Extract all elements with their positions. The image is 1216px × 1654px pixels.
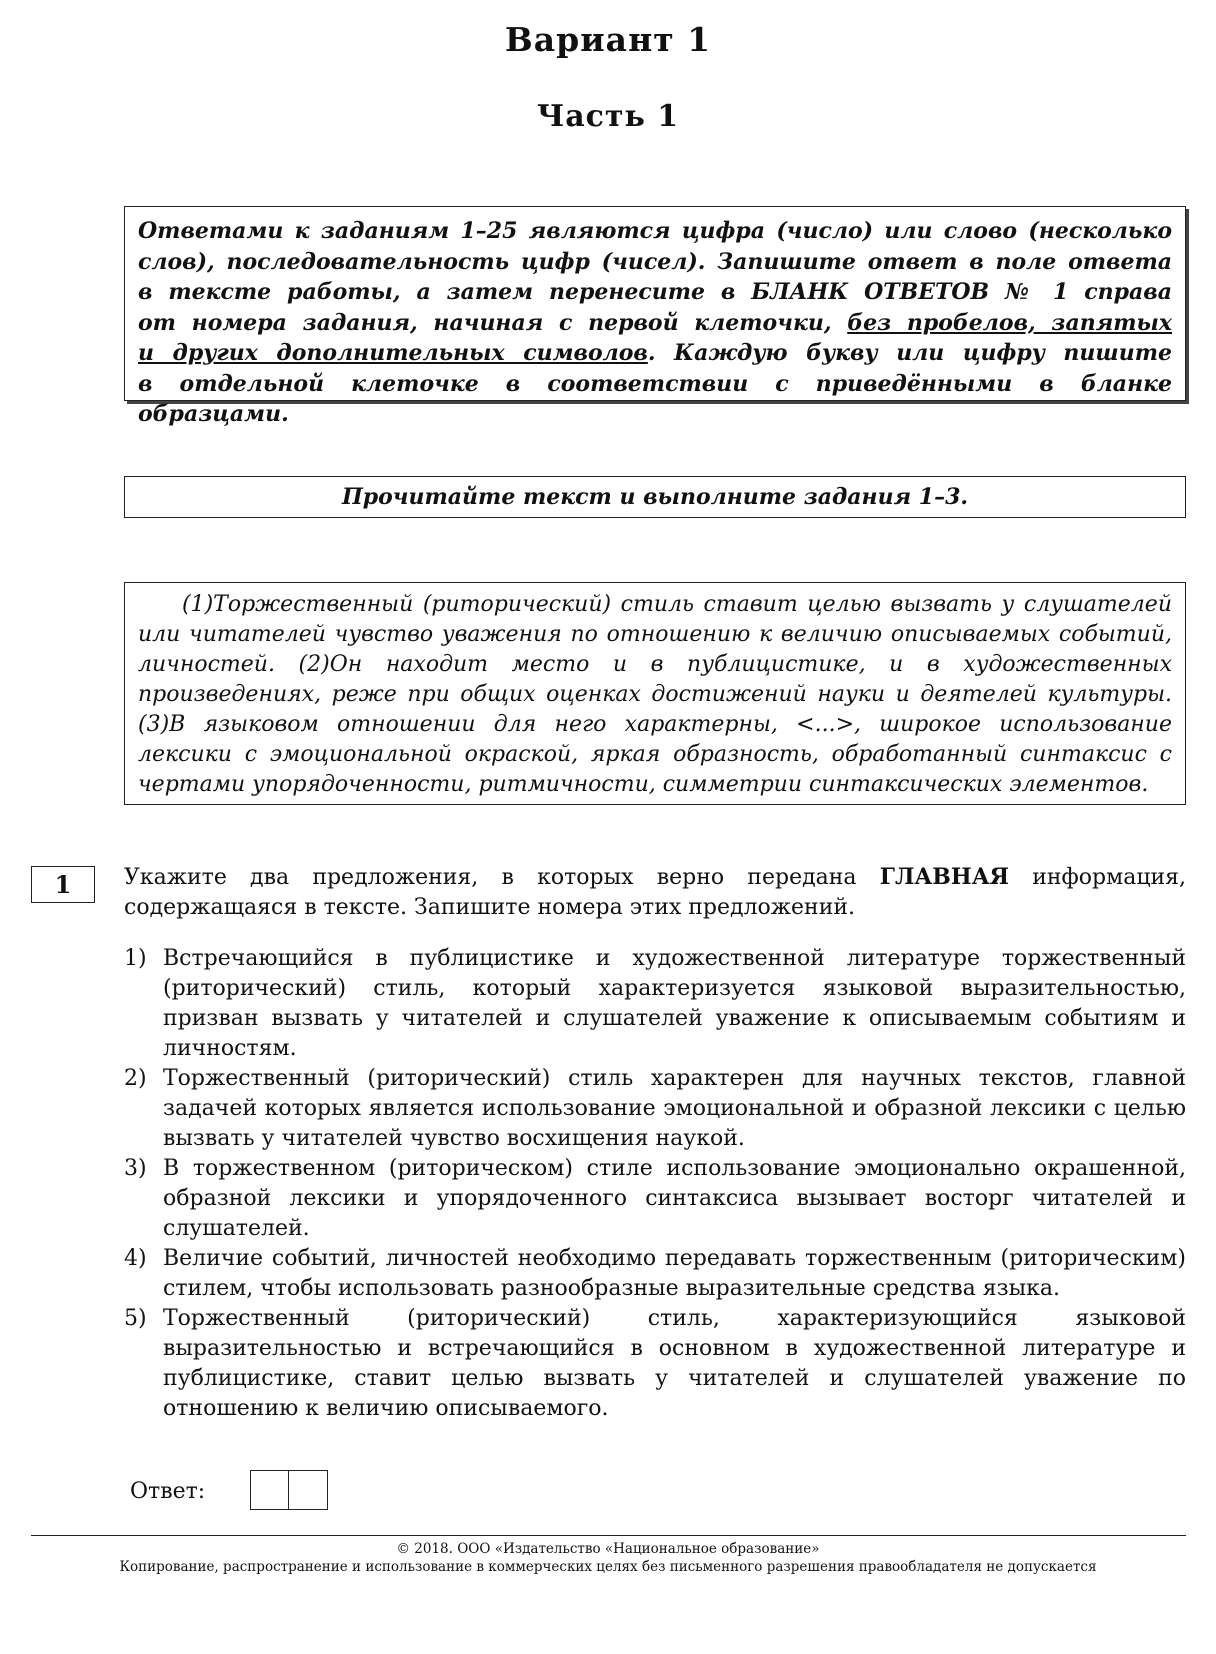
instructions-underlined: без пробелов, запятых	[847, 309, 1172, 336]
question-part: Укажите два предложения, в которых верно передана	[124, 865, 880, 890]
read-prompt-box	[124, 476, 1186, 518]
source-text-box	[124, 582, 1186, 805]
question-line: содержащаяся в тексте. Запишите номера этих предложений.	[124, 895, 856, 920]
instructions-box	[124, 206, 1186, 427]
instructions-underlined: и других дополнительных символов	[138, 340, 648, 366]
instructions-line: в тексте работы, а затем перенесите в БЛАНК ОТВЕТОВ № 1 справа	[138, 279, 1172, 305]
option-item	[124, 1064, 1186, 1154]
instructions-line: слов), последовательность цифр (чисел). Запишите ответ в поле ответа	[138, 248, 1172, 275]
read-prompt: Прочитайте текст и выполните задания 1–3.	[341, 484, 969, 510]
source-text: (1)Торжественный (риторический) стиль ставит целью вызвать у слушателей или читателей чувство уважения по отношению к величию описываемых событий, личностей. (2)Он находит место и в публицистике, и в художественных произведениях, реже при общих оценках достижений науки и деятелей культуры. (3)В языковом отношении для него характерны, <...>, широкое использование лексики с эмоциональной окраской, яркая образность, обработанный синтаксис с чертами упорядоченности, ритмичности, симметрии синтаксических элементов.	[138, 592, 1172, 797]
option-text: В торжественном (риторическом) стиле использование эмоционально окрашенной, образной лексики и упорядоченного синтаксиса вызывает восторг читателей и слушателей.	[163, 1156, 1186, 1241]
instructions-line: Ответами к заданиям 1–25 являются цифра (число) или слово (несколько	[138, 218, 1172, 244]
option-item	[124, 944, 1186, 1064]
question-emphasis: ГЛАВНАЯ	[879, 864, 1010, 890]
footer-divider	[31, 1535, 1186, 1536]
footer-copyright: © 2018. ООО «Издательство «Национальное образование»	[396, 1541, 820, 1557]
option-text: Торжественный (риторический) стиль, характеризующийся языковой выразительностью и встречающийся в основном в художественной литературе и публицистике, ставит целью вызвать у читателей и слушателей уважение по отношению к величию описываемого.	[163, 1306, 1186, 1421]
instructions-text: от номера задания, начиная с первой клеточки,	[138, 309, 848, 336]
answer-label: Ответ:	[130, 1479, 206, 1504]
option-text: Торжественный (риторический) стиль характерен для научных текстов, главной задачей которых является использование эмоциональной и образной лексики с целью вызвать у читателей чувство восхищения наукой.	[163, 1066, 1186, 1151]
question-number: 1	[31, 866, 95, 903]
instructions-line	[138, 338, 1172, 369]
answer-cell[interactable]	[250, 1470, 289, 1510]
answer-options	[124, 944, 1186, 1424]
option-item	[124, 1304, 1186, 1424]
instructions-line: в отдельной клеточке в соответствии с приведёнными в бланке образцами.	[138, 370, 1172, 427]
option-number: 4)	[124, 1246, 147, 1271]
option-number: 5)	[124, 1306, 147, 1331]
footer-notice: Копирование, распространение и использование в коммерческих целях без письменного разрешения правообладателя не допускается	[119, 1559, 1097, 1575]
answer-field[interactable]	[250, 1470, 328, 1510]
option-item	[124, 1154, 1186, 1244]
answer-cell[interactable]	[289, 1470, 328, 1510]
part-title: Часть 1	[536, 99, 680, 134]
option-item	[124, 1244, 1186, 1304]
instructions-text: . Каждую букву или цифру пишите	[647, 340, 1172, 366]
option-number: 3)	[124, 1156, 147, 1181]
question-text	[124, 862, 1186, 923]
option-text: Встречающийся в публицистике и художественной литературе торжественный (риторический) стиль, который характеризуется языковой выразительностью, призван вызвать у читателей и слушателей уважение к описываемым событиям и личностям.	[163, 946, 1186, 1061]
option-number: 2)	[124, 1066, 147, 1091]
variant-title: Вариант 1	[504, 20, 712, 59]
option-number: 1)	[124, 946, 147, 971]
question-line	[124, 862, 1186, 893]
instructions-line	[138, 308, 1172, 339]
question-part: информация,	[1009, 865, 1187, 890]
option-text: Величие событий, личностей необходимо передавать торжественным (риторическим) стилем, чтобы использовать разнообразные выразительные средства языка.	[163, 1246, 1186, 1301]
